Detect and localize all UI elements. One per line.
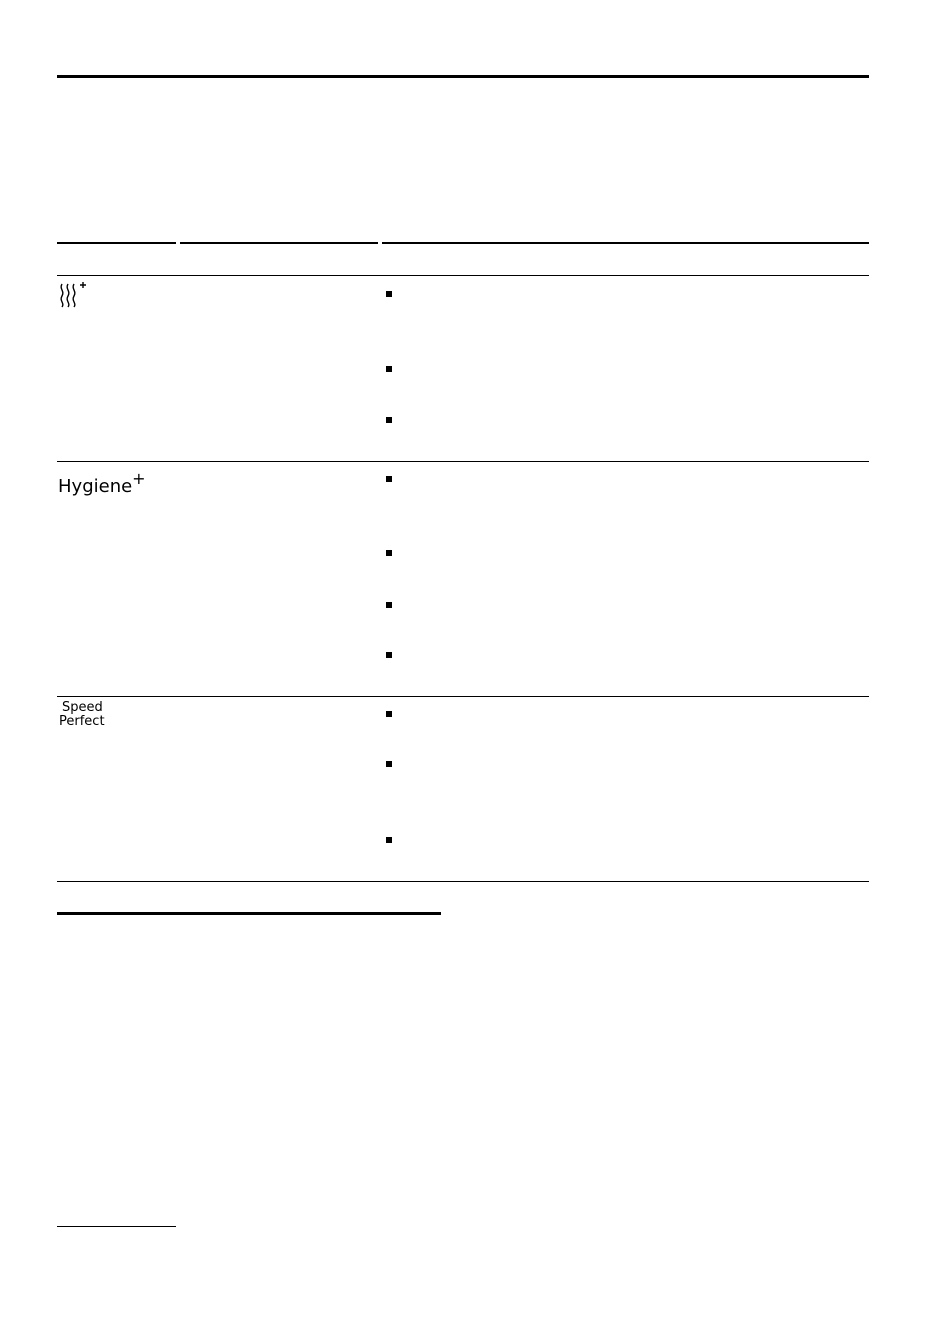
table-header-rule-col3 xyxy=(382,242,869,244)
table-header-rule-col2 xyxy=(180,242,378,244)
hygiene-plus-symbol xyxy=(58,471,146,496)
table-header-bottom-rule xyxy=(57,275,869,276)
steam-plus-icon xyxy=(58,282,90,308)
bullet-marker xyxy=(386,550,392,556)
bullet-marker xyxy=(386,711,392,717)
hygiene-plus-sup: + xyxy=(132,469,146,488)
table-bottom-rule xyxy=(57,881,869,882)
section-heading-rule xyxy=(57,912,441,915)
top-rule xyxy=(57,75,869,78)
bullet-marker xyxy=(386,476,392,482)
bullet-marker xyxy=(386,602,392,608)
bullet-marker xyxy=(386,291,392,297)
perfect-label: Perfect xyxy=(59,714,105,729)
bullet-marker xyxy=(386,837,392,843)
bullet-marker xyxy=(386,366,392,372)
bullet-marker xyxy=(386,417,392,423)
speed-label: Speed xyxy=(62,700,103,715)
hygiene-label: Hygiene xyxy=(58,476,133,497)
speed-perfect-symbol xyxy=(59,701,105,729)
footnote-rule xyxy=(57,1226,176,1227)
bullet-marker xyxy=(386,652,392,658)
bullet-marker xyxy=(386,761,392,767)
row-divider xyxy=(57,461,869,462)
row-divider xyxy=(57,696,869,697)
table-header-rule-col1 xyxy=(57,242,176,244)
